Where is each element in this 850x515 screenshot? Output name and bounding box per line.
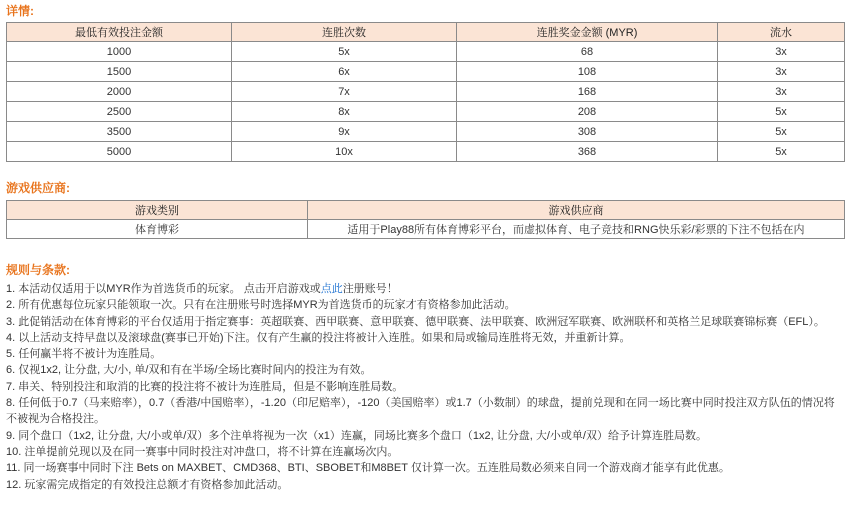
rule-item: 11. 同一场赛事中同时下注 Bets on MAXBET、CMD368、BTI、SBOBET和M8BET 仅计算一次。五连胜局数必须来自同一个游戏商才能享有此优惠。	[6, 462, 730, 475]
details-header-row	[7, 23, 845, 42]
providers-table	[6, 200, 845, 239]
header-min-bet: 最低有效投注金额	[7, 23, 232, 42]
cell-bonus-amount: 308	[457, 122, 718, 142]
table-row	[7, 62, 845, 82]
register-link[interactable]: 点此	[320, 283, 343, 295]
rules-title: 规则与条款:	[6, 263, 70, 277]
cell-bonus-amount: 68	[457, 42, 718, 62]
table-row	[7, 220, 845, 239]
rule-item: 10. 注单提前兑现以及在同一赛事中同时投注对冲盘口，将不计算在连赢场次内。	[6, 445, 399, 458]
cell-min-bet: 2000	[7, 82, 232, 102]
rule-item: 12. 玩家需完成指定的有效投注总额才有资格参加此活动。	[6, 478, 289, 491]
rule-item-text: 注册账号！	[342, 283, 398, 295]
rule-item: 8. 任何低于0.7（马来赔率），0.7（香港/中国赔率），-1.20（印尼赔率），-120（美国赔率）或1.7（小数制）的球盘，提前兑现和在同一场比赛中同时投注双方队伍的情况将不被视为合格投注。	[6, 397, 835, 426]
cell-turnover: 3x	[718, 62, 845, 82]
cell-min-bet: 1000	[7, 42, 232, 62]
cell-turnover: 3x	[718, 82, 845, 102]
cell-min-bet: 1500	[7, 62, 232, 82]
header-win-streak: 连胜次数	[232, 23, 457, 42]
cell-win-streak: 6x	[232, 62, 457, 82]
rule-item: 7. 串关、特别投注和取消的比赛的投注将不被计为连胜局，但是不影响连胜局数。	[6, 380, 404, 393]
rule-item	[6, 281, 844, 297]
rule-item-text: 1. 本活动仅适用于以MYR作为首选货币的玩家。 点击开启游戏或	[6, 283, 321, 295]
rule-item: 6. 仅视1x2, 让分盘, 大/小, 单/双和有在半场/全场比赛时间内的投注为有效。	[6, 364, 372, 377]
cell-bonus-amount: 168	[457, 82, 718, 102]
cell-win-streak: 5x	[232, 42, 457, 62]
cell-win-streak: 8x	[232, 102, 457, 122]
header-turnover: 流水	[718, 23, 845, 42]
details-table	[6, 22, 845, 162]
rule-item: 9. 同个盘口（1x2, 让分盘, 大/小或单/双）多个注单将视为一次（x1）连赢，同场比赛多个盘口（1x2, 让分盘, 大/小或单/双）给予计算连胜局数。	[6, 429, 707, 442]
cell-turnover: 5x	[718, 122, 845, 142]
rule-item: 2. 所有优惠每位玩家只能领取一次。只有在注册账号时选择MYR为首选货币的玩家才有资格参加此活动。	[6, 299, 516, 312]
rules-list	[6, 281, 844, 493]
cell-min-bet: 5000	[7, 142, 232, 162]
table-row	[7, 142, 845, 162]
cell-bonus-amount: 368	[457, 142, 718, 162]
cell-min-bet: 2500	[7, 102, 232, 122]
table-row	[7, 122, 845, 142]
details-title: 详情:	[6, 4, 34, 18]
header-game-category: 游戏类别	[7, 201, 308, 220]
providers-title: 游戏供应商:	[6, 181, 70, 195]
cell-bonus-amount: 108	[457, 62, 718, 82]
table-row	[7, 82, 845, 102]
cell-turnover: 3x	[718, 42, 845, 62]
cell-win-streak: 7x	[232, 82, 457, 102]
cell-turnover: 5x	[718, 102, 845, 122]
cell-game-category: 体育博彩	[7, 220, 308, 239]
rule-item: 4. 以上活动支持早盘以及滚球盘(赛事已开始)下注。仅有产生赢的投注将被计入连胜。如果和局或输局连胜将无效，并重新计算。	[6, 331, 631, 344]
cell-bonus-amount: 208	[457, 102, 718, 122]
cell-game-provider: 适用于Play88所有体育博彩平台，而虚拟体育、电子竞技和RNG快乐彩/彩票的下注不包括在内	[308, 220, 845, 239]
header-game-provider: 游戏供应商	[308, 201, 845, 220]
header-bonus-amount: 连胜奖金金额 (MYR)	[457, 23, 718, 42]
rule-item: 5. 任何赢半将不被计为连胜局。	[6, 348, 162, 361]
cell-turnover: 5x	[718, 142, 845, 162]
providers-header-row	[7, 201, 845, 220]
cell-min-bet: 3500	[7, 122, 232, 142]
table-row	[7, 102, 845, 122]
table-row	[7, 42, 845, 62]
cell-win-streak: 10x	[232, 142, 457, 162]
rule-item: 3. 此促销活动在体育博彩的平台仅适用于指定赛事：英超联赛、西甲联赛、意甲联赛、德甲联赛、法甲联赛、欧洲冠军联赛、欧洲联杯和英格兰足球联赛锦标赛（EFL）。	[6, 315, 825, 328]
cell-win-streak: 9x	[232, 122, 457, 142]
